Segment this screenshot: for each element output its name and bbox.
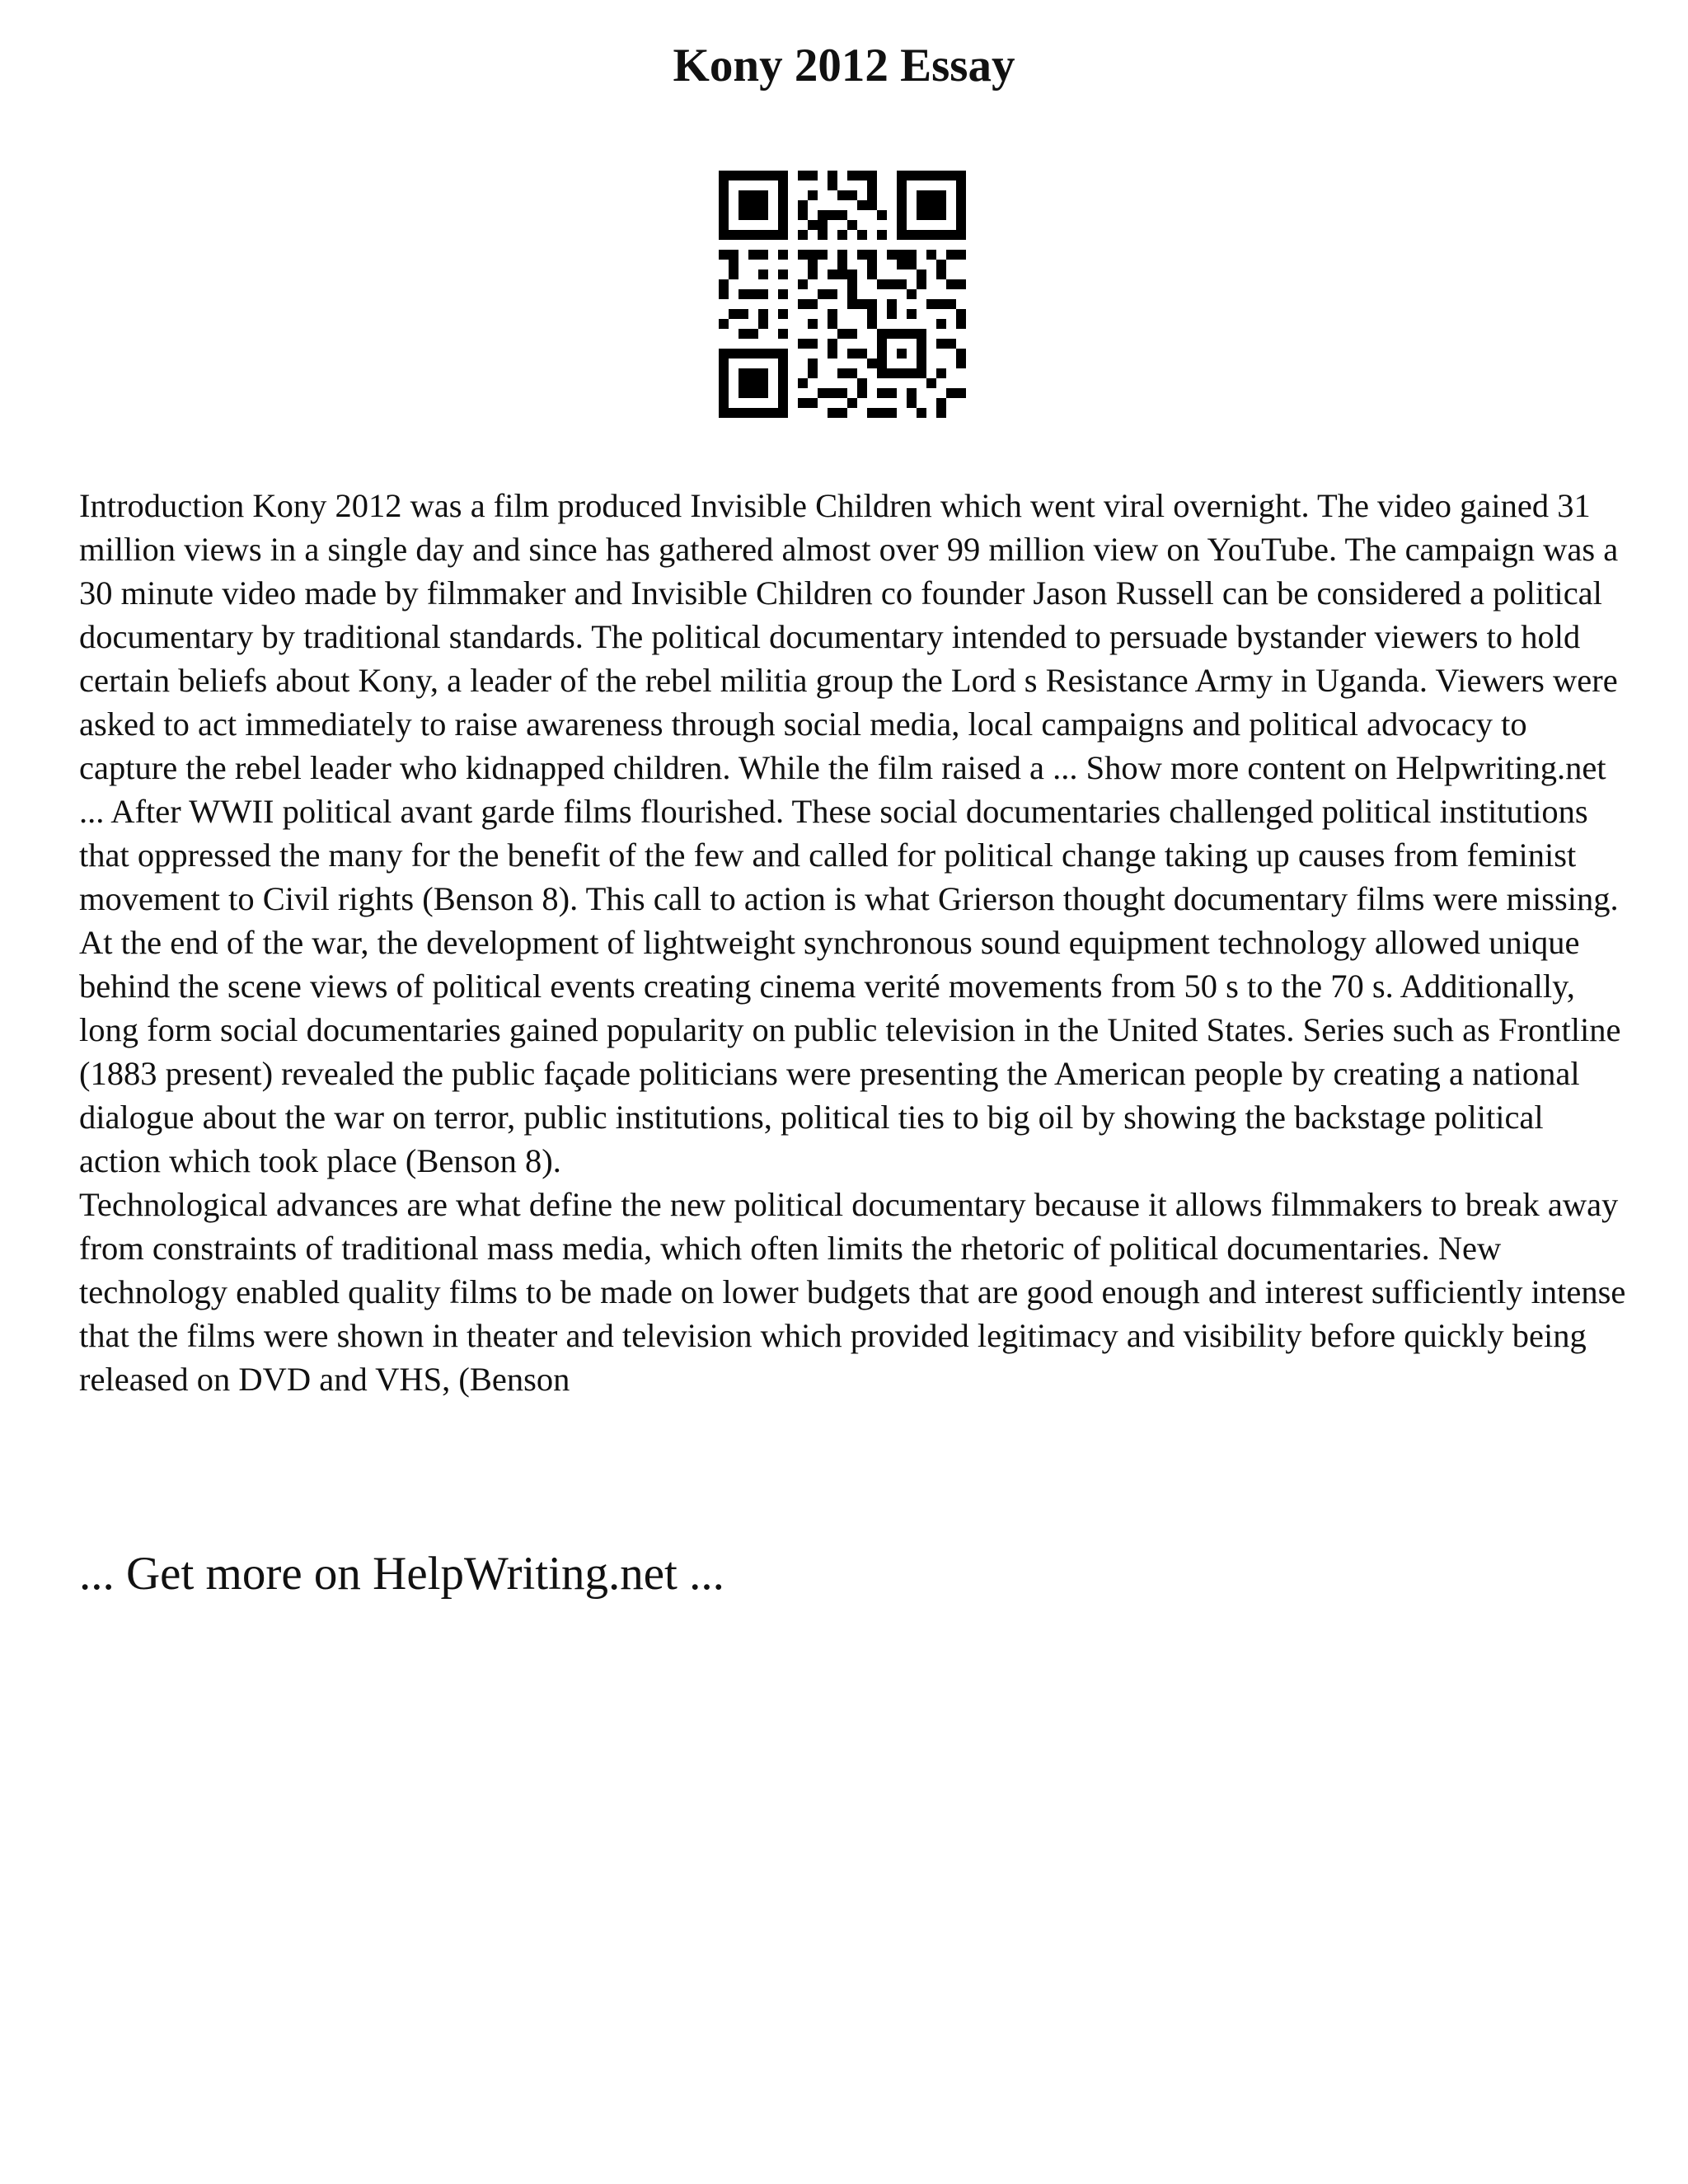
get-more-link[interactable]: ... Get more on HelpWriting.net ... (79, 1548, 724, 1600)
paragraph: Introduction Kony 2012 was a film produced Invisible Children which went viral overnight. The video gained 31 million views in a single day and since has gathered almost over 99 million view on YouTube. The campaign was a 30 minute video made by filmmaker and Invisible Children co founder Jason Russell can be considered a political documentary by traditional standards. The political documentary intended to persuade bystander viewers to hold certain beliefs about Kony, a leader of the rebel militia group the Lord s Resistance Army in Uganda. Viewers were asked to act immediately to raise awareness through social media, local campaigns and political advocacy to capture the rebel leader who kidnapped children. While the film raised a ... Show more content on Helpwriting.net ... After WWII political avant garde films flourished. These social documentaries challenged political institutions that oppressed the many for the benefit of the few and called for political change taking up causes from feminist movement to Civil rights (Benson 8). This call to action is what Grierson thought documentary films were missing. (79, 487, 1619, 917)
paragraph: At the end of the war, the development of lightweight synchronous sound equipment technology allowed unique behind the scene views of political events creating cinema verité movements from 50 s to the 70 s. Additionally, long form social documentaries gained popularity on public television in the United States. Series such as Frontline (1883 present) revealed the public façade politicians were presenting the American people by creating a national dialogue about the war on terror, public institutions, political ties to big oil by showing the backstage political action which took place (Benson 8). (79, 924, 1621, 1179)
page-title: Kony 2012 Essay (673, 40, 1015, 91)
essay-body (79, 484, 1629, 1401)
qr-code-icon (719, 171, 966, 418)
paragraph: Technological advances are what define the new political documentary because it allows filmmakers to break away from constraints of traditional mass media, which often limits the rhetoric of political documentaries. New technology enabled quality films to be made on lower budgets that are good enough and interest sufficiently intense that the films were shown in theater and television which provided legitimacy and visibility before quickly being released on DVD and VHS, (Benson (79, 1186, 1626, 1398)
